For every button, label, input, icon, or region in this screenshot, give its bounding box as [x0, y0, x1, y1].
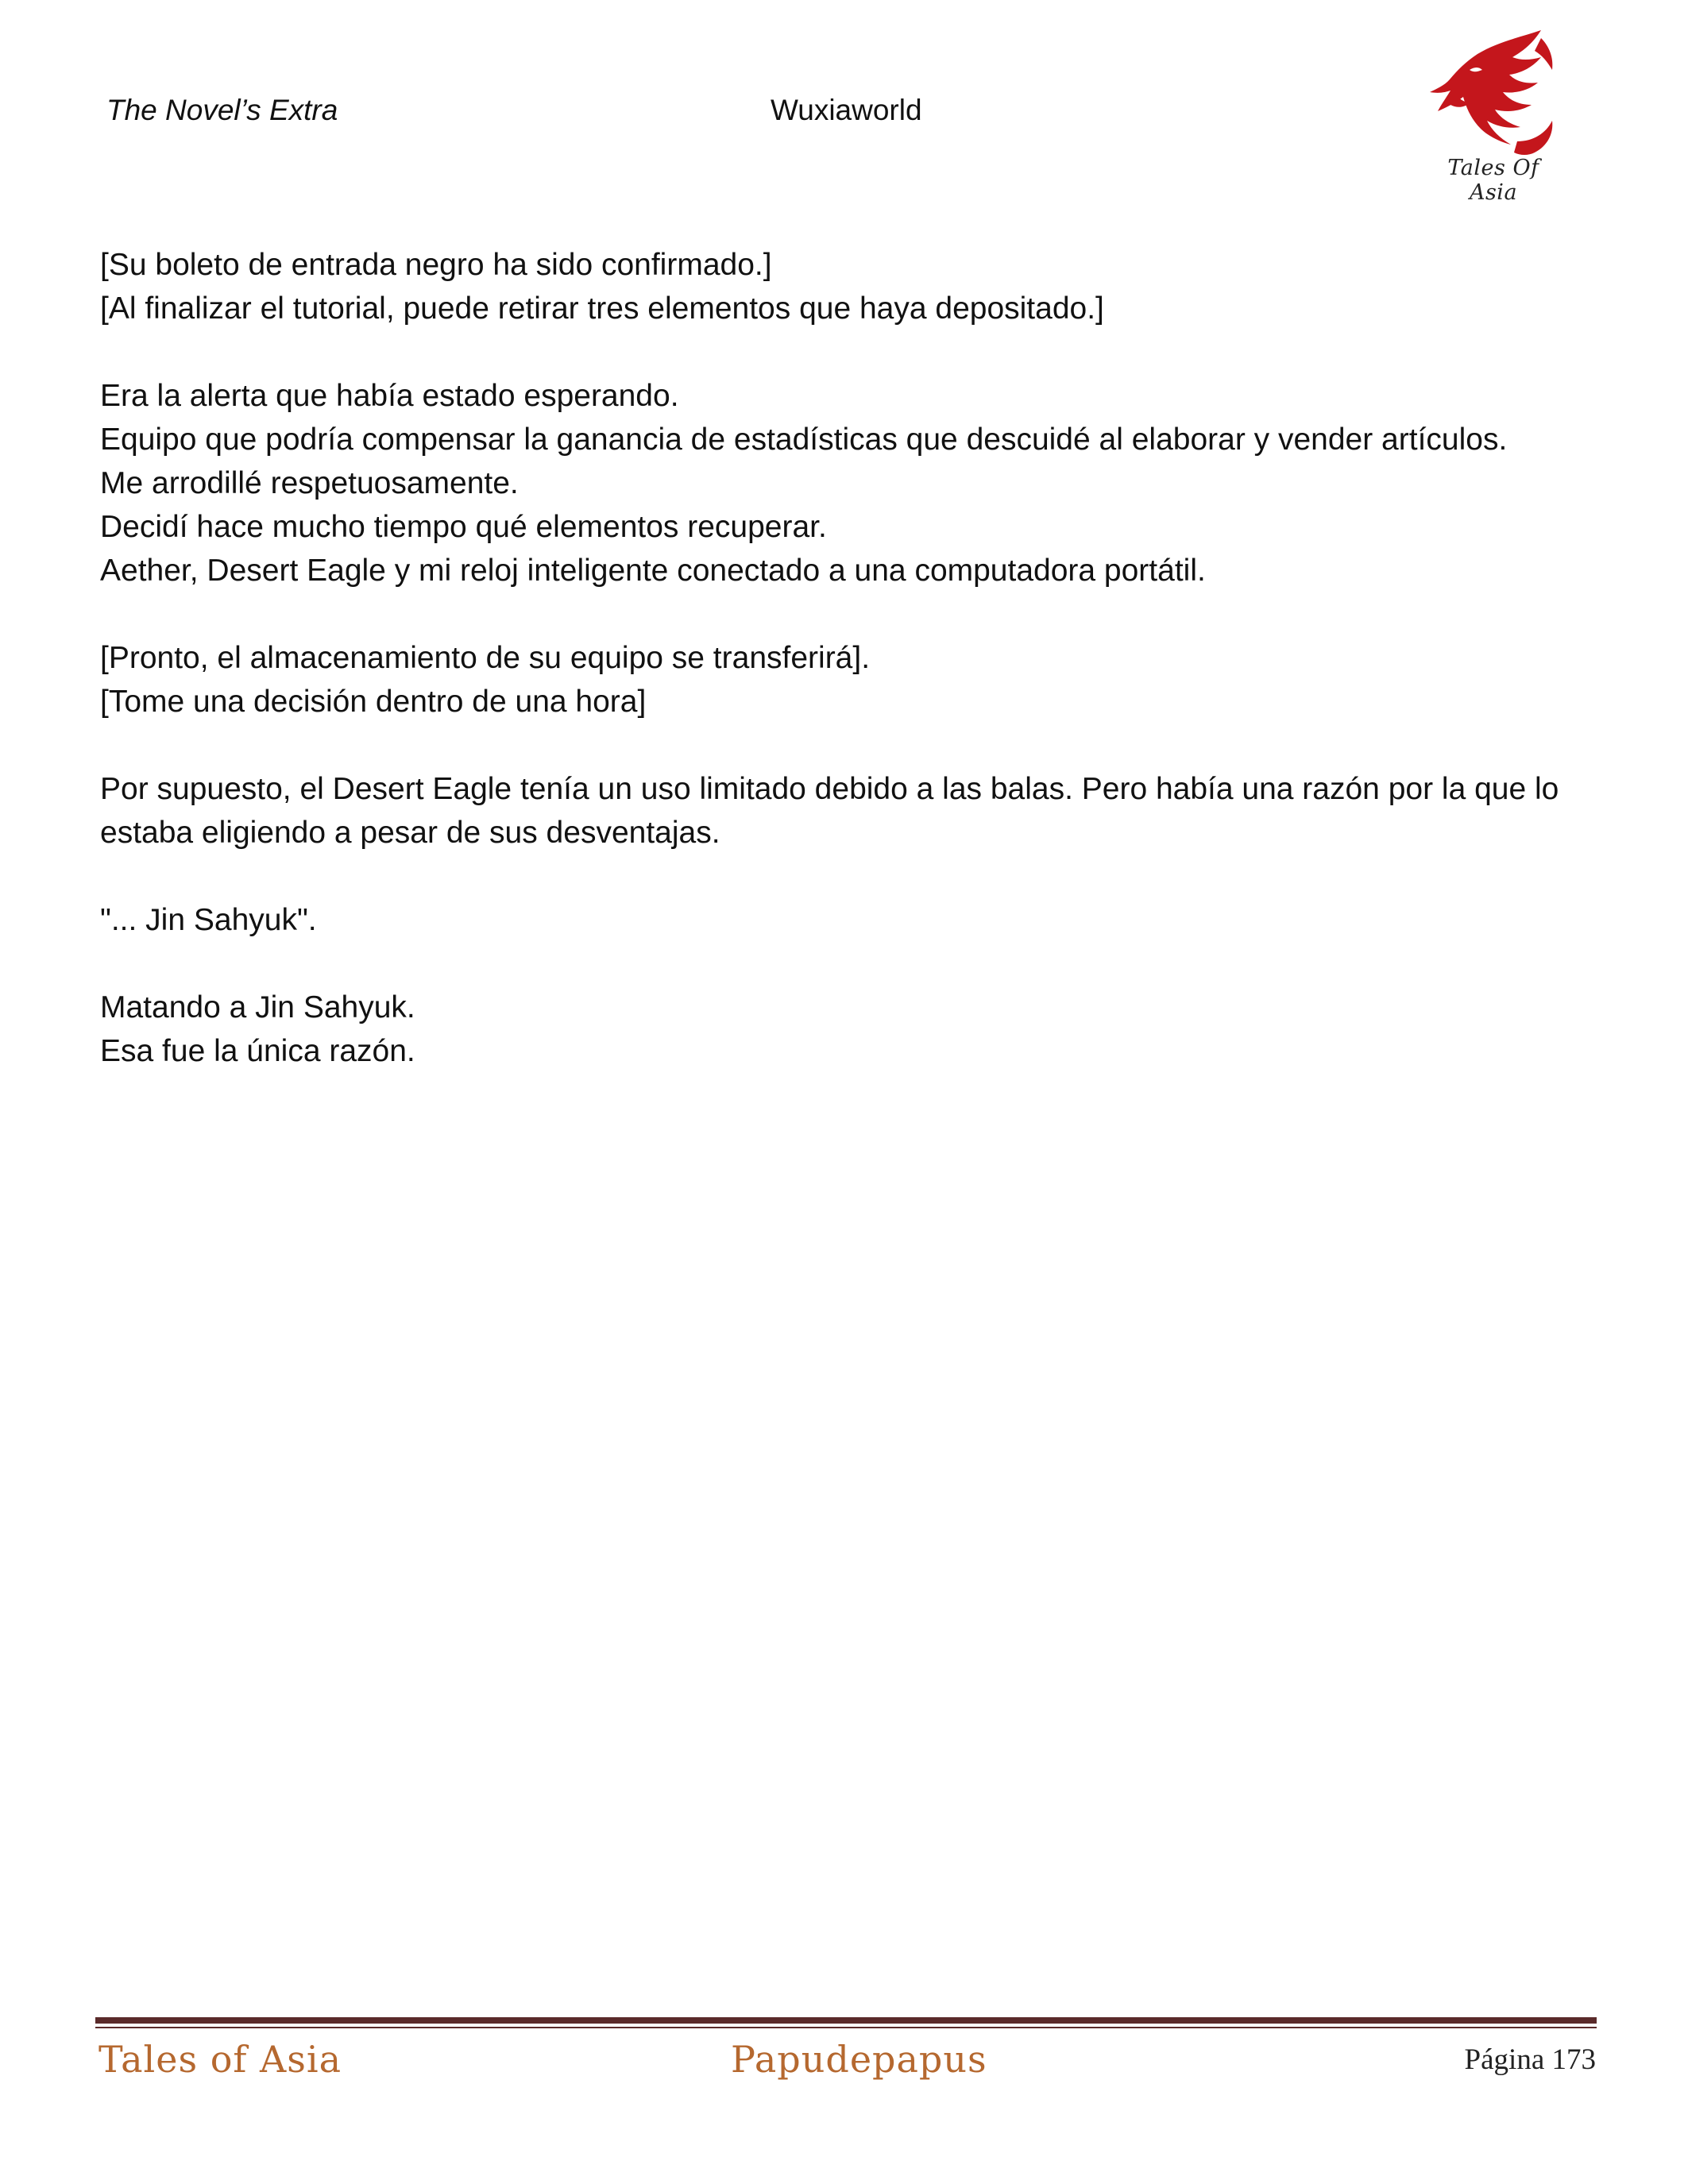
tales-of-asia-logo [1422, 22, 1565, 205]
paragraph-line: Aether, Desert Eagle y mi reloj inteligente conectado a una computadora portátil. [100, 554, 1206, 588]
paragraph-line: Matando a Jin Sahyuk. [100, 990, 415, 1024]
footer-publisher: Tales of Asia [98, 2038, 342, 2081]
paragraph-line: Equipo que podría compensar la ganancia de estadísticas que descuidé al elaborar y vender artículos. [100, 423, 1508, 457]
header-novel-title: The Novel’s Extra [106, 94, 338, 126]
footer-divider-thin [95, 2027, 1597, 2028]
paragraph-line: Me arrodillé respetuosamente. [100, 466, 519, 500]
paragraph-line: Por supuesto, el Desert Eagle tenía un uso limitado debido a las balas. Pero había una razón por la que lo estaba eligiendo a pesar de sus desventajas. [100, 772, 1559, 850]
paragraph-line: Esa fue la única razón. [100, 1034, 415, 1068]
paragraph-line: Decidí hace mucho tiempo qué elementos recuperar. [100, 510, 827, 544]
page-number: Página 173 [1464, 2043, 1596, 2076]
logo-text: Tales Of Asia [1447, 156, 1539, 205]
footer-divider-thick [95, 2017, 1597, 2024]
header-site-name: Wuxiaworld [771, 94, 922, 126]
paragraph-line: [Pronto, el almacenamiento de su equipo se transferirá]. [100, 641, 871, 675]
paragraph-line: "... Jin Sahyuk". [100, 903, 317, 937]
footer-translator: Papudepapus [731, 2038, 987, 2081]
paragraph-line: [Su boleto de entrada negro ha sido confirmado.] [100, 248, 772, 282]
paragraph-line: [Tome una decisión dentro de una hora] [100, 685, 647, 719]
paragraph-line: Era la alerta que había estado esperando. [100, 379, 679, 413]
paragraph-line: [Al finalizar el tutorial, puede retirar tres elementos que haya depositado.] [100, 291, 1104, 326]
chapter-body [100, 243, 1593, 1073]
